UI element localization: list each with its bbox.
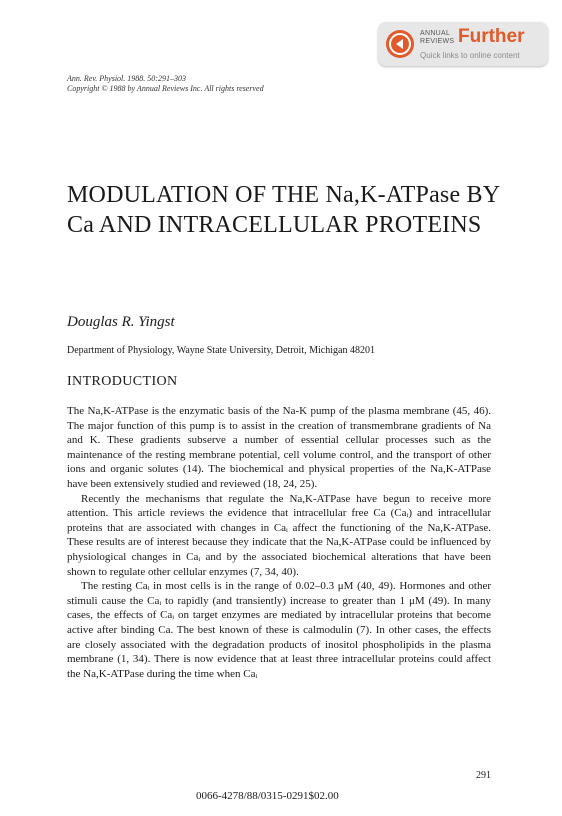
- paragraph: The resting Caᵢ in most cells is in the range of 0.02–0.3 μM (40, 49). Hormones and other stimuli cause the Caᵢ to rapidly (and transiently) increase to greater than 1 μM (49). In many cases, the effects of Caᵢ on target enzymes are mediated by intracellular proteins that become active after binding Ca. The best known of these is calmodulin (7). In other cases, the effects are closely associated with the degradation products of inositol phospholipids in the plasma membrane (1, 34). There is now evidence that at least three intracellular proteins could affect the Na,K-ATPase during the time when Caᵢ: [67, 580, 491, 680]
- article-title: MODULATION OF THE Na,K-ATPase BY Ca AND INTRACELLULAR PROTEINS: [67, 182, 500, 238]
- footer-code: 0066-4278/88/0315-0291$02.00: [196, 790, 339, 802]
- author-affiliation: Department of Physiology, Wayne State University, Detroit, Michigan 48201: [67, 345, 375, 356]
- citation-line: Ann. Rev. Physiol. 1988. 50:291–303: [67, 74, 186, 83]
- badge-word: Further: [458, 26, 525, 47]
- paragraph: The Na,K-ATPase is the enzymatic basis of the Na-K pump of the plasma membrane (45, 46). The major function of this pump is to assist in the creation of transmembrane gradients of Na and K. These gradients subserve a number of essential cellular processes such as the maintenance of the resting membrane potential, cell volume control, and the transport of other ions and organic solutes (14). The biochemical and physical properties of the Na,K-ATPase have been extensively studied and reviewed (18, 24, 25).: [67, 405, 491, 490]
- section-heading: INTRODUCTION: [67, 374, 178, 389]
- arrow-left-icon: [386, 30, 414, 58]
- badge-subtitle: Quick links to online content: [420, 51, 520, 60]
- citation: [67, 74, 264, 94]
- copyright-line: Copyright © 1988 by Annual Reviews Inc. All rights reserved: [67, 84, 264, 93]
- paragraph: Recently the mechanisms that regulate the Na,K-ATPase have begun to receive more attention. This article reviews the evidence that intracellular free Ca (Caᵢ) and intracellular proteins that are associated with changes in Caᵢ affect the functioning of the Na,K-ATPase. These results are of interest because they indicate that the Na,K-ATPase could be influenced by physiological changes in Caᵢ and by the associated biochemical alterations that have been shown to regulate other cellular enzymes (7, 34, 40).: [67, 492, 491, 578]
- page-number: 291: [476, 770, 491, 781]
- further-badge[interactable]: [378, 22, 548, 66]
- article-body: [67, 404, 491, 681]
- badge-brand: ANNUAL REVIEWS: [420, 30, 455, 45]
- author-name: Douglas R. Yingst: [67, 314, 175, 330]
